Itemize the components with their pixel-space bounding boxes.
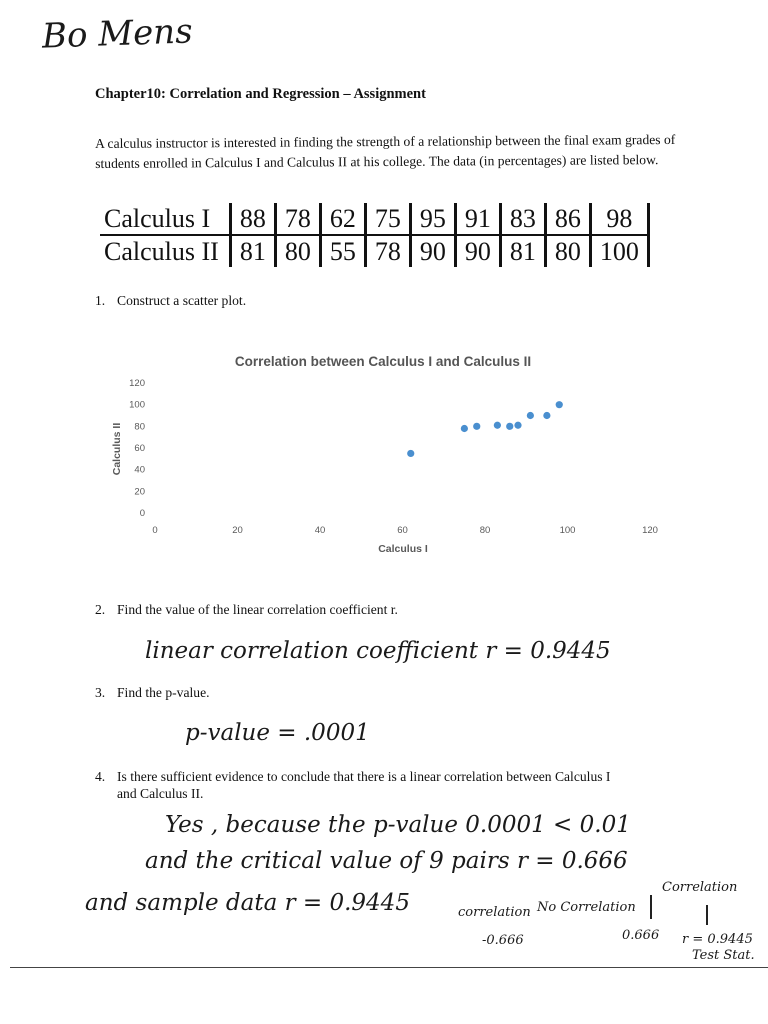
question-text: Find the p-value. bbox=[117, 685, 210, 700]
x-tick-label: 0 bbox=[152, 525, 158, 536]
question-number: 3. bbox=[95, 685, 106, 700]
scatter-point bbox=[506, 423, 513, 430]
y-tick-label: 0 bbox=[139, 508, 145, 519]
region-divider bbox=[650, 895, 652, 919]
question-text: Construct a scatter plot. bbox=[117, 293, 247, 308]
table-cell: 83 bbox=[500, 203, 545, 235]
scatter-plot bbox=[100, 345, 680, 560]
note-left-critical-value: -0.666 bbox=[482, 933, 524, 948]
region-divider bbox=[706, 905, 708, 925]
grade-table bbox=[100, 203, 650, 267]
y-tick-label: 60 bbox=[134, 443, 145, 454]
question-number: 2. bbox=[95, 602, 106, 617]
x-tick-label: 120 bbox=[642, 525, 658, 536]
y-tick-label: 20 bbox=[134, 486, 145, 498]
y-tick-label: 40 bbox=[134, 464, 145, 476]
note-test-stat: Test Stat. bbox=[692, 948, 755, 963]
page-title: Chapter10: Correlation and Regression – Assignment bbox=[95, 86, 426, 102]
y-axis-label: Calculus II bbox=[111, 422, 123, 476]
table-cell: 81 bbox=[230, 235, 275, 267]
x-tick-label: 40 bbox=[314, 525, 326, 536]
question-4-continued: and Calculus II. bbox=[117, 786, 204, 801]
intro-paragraph: A calculus instructor is interested in finding the strength of a relationship between the final exam grades of students enrolled in Calculus I and Calculus II at his college. The data (in percentages) are listed below. bbox=[95, 131, 676, 171]
table-row bbox=[100, 203, 648, 235]
table-cell: 86 bbox=[545, 203, 590, 235]
question-1 bbox=[95, 293, 246, 309]
table-cell: 81 bbox=[500, 235, 545, 267]
answer-4-line-2: and the critical value of 9 pairs r = 0.666 bbox=[145, 848, 628, 874]
answer-4-line-3: and sample data r = 0.9445 bbox=[85, 890, 410, 916]
question-text: Find the value of the linear correlation coefficient r. bbox=[117, 602, 398, 617]
y-tick-label: 100 bbox=[129, 399, 145, 411]
note-sample-r: r = 0.9445 bbox=[682, 932, 753, 947]
scatter-point bbox=[494, 422, 501, 429]
student-name: Bo Mens bbox=[41, 11, 194, 57]
row-label: Calculus II bbox=[100, 235, 230, 267]
note-no-correlation: No Correlation bbox=[537, 900, 636, 915]
question-number: 1. bbox=[95, 293, 106, 308]
table-cell: 78 bbox=[365, 235, 410, 267]
table-cell: 95 bbox=[410, 203, 455, 235]
x-tick-label: 100 bbox=[559, 525, 576, 536]
row-label: Calculus I bbox=[104, 204, 211, 233]
scatter-point bbox=[461, 425, 468, 432]
question-4 bbox=[95, 769, 610, 785]
table-cell: 78 bbox=[275, 203, 320, 235]
table-row bbox=[100, 235, 648, 267]
x-axis-label: Calculus I bbox=[378, 543, 428, 555]
scatter-point bbox=[514, 422, 521, 429]
table-cell: 55 bbox=[320, 235, 365, 267]
table-cell: 75 bbox=[365, 203, 410, 235]
note-correlation-right: Correlation bbox=[662, 880, 738, 895]
scatter-point bbox=[556, 401, 563, 408]
table-cell: 90 bbox=[410, 235, 455, 267]
table-cell: 98 bbox=[590, 203, 648, 235]
table-cell: 88 bbox=[230, 203, 275, 235]
question-text: Is there sufficient evidence to conclude that there is a linear correlation between Calculus I bbox=[117, 769, 611, 784]
answer-4-line-1: Yes , because the p-value 0.0001 < 0.01 bbox=[165, 812, 631, 838]
table-cell: 80 bbox=[275, 235, 320, 267]
page-divider bbox=[10, 967, 768, 968]
table-cell: 90 bbox=[455, 235, 500, 267]
x-tick-label: 80 bbox=[479, 525, 491, 536]
scatter-point bbox=[543, 412, 550, 419]
y-tick-label: 80 bbox=[134, 421, 145, 433]
question-number: 4. bbox=[95, 769, 106, 784]
table-cell: 80 bbox=[545, 235, 590, 267]
table-cell: 100 bbox=[590, 235, 648, 267]
question-3 bbox=[95, 685, 210, 701]
scatter-point bbox=[473, 423, 480, 430]
question-2 bbox=[95, 602, 398, 618]
scatter-point bbox=[527, 412, 534, 419]
note-right-critical-value: 0.666 bbox=[622, 928, 660, 943]
x-tick-label: 60 bbox=[397, 525, 408, 536]
table-cell: 91 bbox=[455, 203, 500, 235]
chart-title: Correlation between Calculus I and Calculus II bbox=[234, 354, 532, 369]
table-cell: 62 bbox=[320, 203, 365, 235]
answer-3: p-value = .0001 bbox=[185, 720, 370, 746]
scatter-point bbox=[407, 450, 414, 457]
answer-2: linear correlation coefficient r = 0.9445 bbox=[145, 638, 611, 664]
x-tick-label: 20 bbox=[232, 525, 243, 536]
y-tick-label: 120 bbox=[129, 378, 145, 389]
note-correlation-left: correlation bbox=[458, 905, 531, 920]
